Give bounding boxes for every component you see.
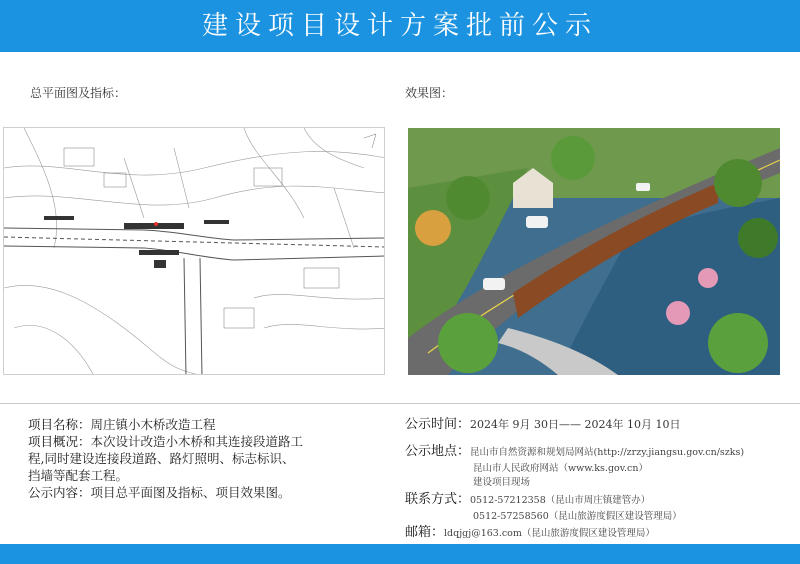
notice-content-label: 公示内容： [28,485,91,500]
site-plan-drawing [3,127,385,375]
divider [0,403,800,404]
notice-place-label: 公示地点： [405,444,471,459]
notice-place-3: 建设项目现场 [473,477,531,488]
rendering-label: 效果图： [405,86,454,100]
contact-label: 联系方式： [405,492,471,507]
contact-2: 0512-57258560（昆山旅游度假区建设管理局） [473,511,682,522]
notice-place-2: 昆山市人民政府网站（www.ks.gov.cn） [473,463,648,474]
project-info [28,416,388,501]
project-overview-label: 项目概况： [28,434,91,449]
footer-banner [0,544,800,564]
project-overview-line2: 程,同时建设连接段道路、路灯照明、标志标识、 [28,451,295,466]
project-name-label: 项目名称： [28,417,91,432]
notice-content-value: 项目总平面图及指标、项目效果图。 [90,485,291,500]
project-overview-line3: 挡墙等配套工程。 [28,468,129,483]
email-label: 邮箱： [405,525,445,540]
rendering-image [408,128,780,375]
email-value: ldqjgj@163.com（昆山旅游度假区建设管理局） [444,528,655,539]
notice-time-label: 公示时间： [405,417,471,432]
page-title: 建设项目设计方案批前公示 [201,11,598,41]
site-plan-label: 总平面图及指标： [30,86,127,100]
project-name-value: 周庄镇小木桥改造工程 [90,417,216,432]
site-plan-image [4,128,385,375]
contact-1: 0512-57212358（昆山市周庄镇建管办） [470,495,651,506]
notice-place-1: 昆山市自然资源和规划局网站(http://zrzy.jiangsu.gov.cn/szks) [470,447,745,458]
rendering-illustration [408,128,780,375]
project-overview-line1: 本次设计改造小木桥和其连接段道路工 [90,434,304,449]
notice-time-value: 2024年 9月 30日—— 2024年 10月 10日 [470,418,681,431]
